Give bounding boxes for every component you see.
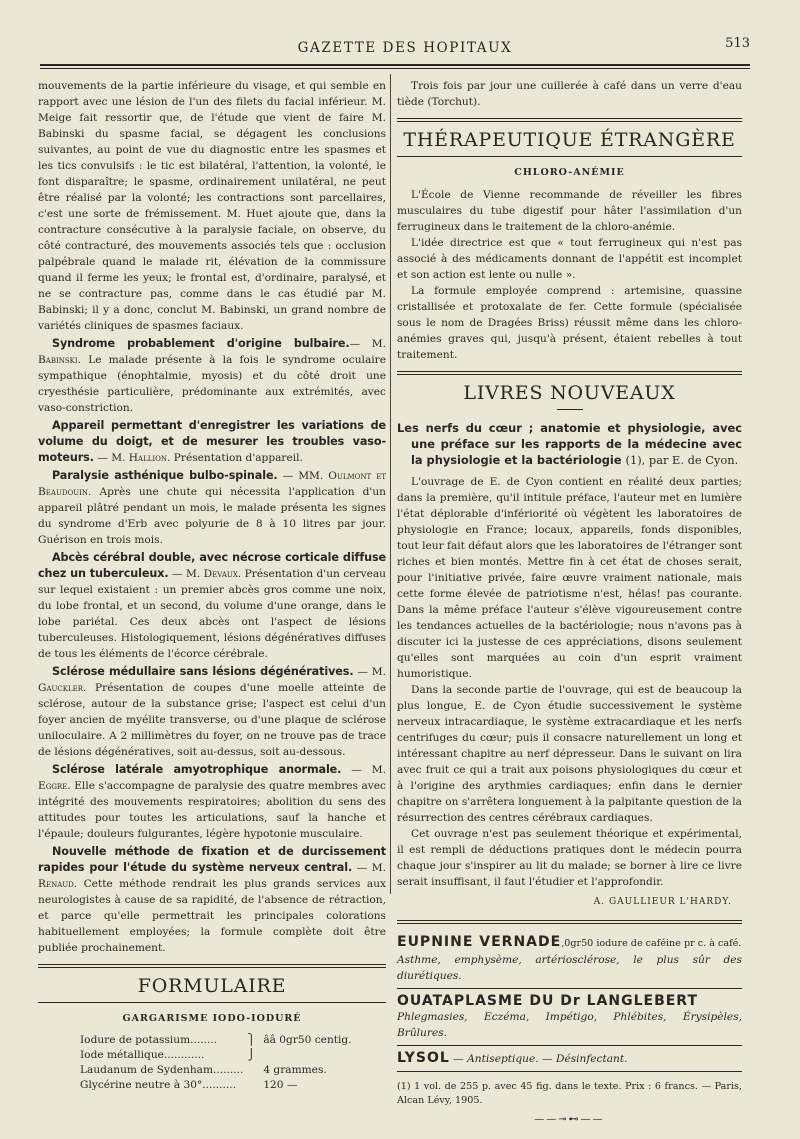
formula-ingredient: Iode métallique............ — [80, 1049, 205, 1061]
section-text: Présentation d'un cerveau sur lequel existaient : un premier abcès gros comme une noix, du lobe frontal, et un second, du volume d'une orange, dans le lobe pariétal. Ces deux abcès ont l'aspect de lésions tuberculeuses. Histologiquement, lésions dégénératives diffuses de tous les éléments de l'écorce cérébrale. — [38, 568, 386, 660]
title-dash — [557, 409, 583, 410]
ad-subtitle: Asthme, emphysème, artériosclérose, le plus sûr des diurétiques. — [397, 954, 742, 982]
book-title-text: Les nerfs du cœur ; anatomie et physiologie, avec une préface sur les rapports de la médecine avec la physiologie et la bactériologie — [397, 421, 742, 467]
ad-subtitle: — Antiseptique. — Désinfectant. — [453, 1053, 628, 1065]
formula-brace — [245, 1078, 257, 1093]
section-author: — M. Eggre. — [38, 764, 386, 792]
ad-rule — [397, 988, 742, 989]
formula-subtitle: GARGARISME IODO-IODURÉ — [122, 1013, 302, 1024]
formula-brace — [245, 1063, 257, 1078]
section-sclerose-medullaire — [38, 664, 386, 760]
formula-row — [78, 1063, 354, 1078]
ad-rule — [397, 920, 742, 924]
column-divider — [390, 74, 391, 894]
formula-ingredient: Glycérine neutre à 30°.......... — [80, 1079, 236, 1091]
paragraph: Dans la seconde partie de l'ouvrage, qui est de beaucoup la plus longue, E. de Cyon étudie successivement le système nerveux intracardiaque, le système extracardiaque et les nerfs centrifuges du cœur; puis il consacre naturellement un long et intéressant chapitre au nerf dépresseur. Dans le suivant on lira avec fruit ce qui a trait aux poisons physiologiques du cœur et à l'origine des arythmies cardiaques; enfin dans le dernier chapitre on s'arrêtera longuement à la palpitante question de la résurrection des centres cérébraux cardiaques. — [397, 684, 742, 824]
formula-brace: ⎫ — [247, 1034, 256, 1046]
paragraph: Cet ouvrage n'est pas seulement théorique et expérimental, il est rempli de déductions pratiques dont le médecin pourra chaque jour s'inspirer au lit du malade; se borner à lire ce livre serait insuffisant, il faut l'étudier et l'approfondir. — [397, 828, 742, 888]
ad-name: LYSOL — [397, 1050, 450, 1066]
section-text: Présentation d'appareil. — [173, 452, 303, 464]
ad-name: EUPNINE VERNADE — [397, 934, 562, 950]
paragraph: L'idée directrice est que « tout ferrugineux qui n'est pas associé à des médicaments donnant de l'appétit est incomplet et son action est lente ou nulle ». — [397, 237, 742, 281]
section-author: — M. Devaux. — [171, 568, 242, 580]
footnote: (1) 1 vol. de 255 p. avec 45 fig. dans le texte. Prix : 6 francs. — Paris, Alcan Lévy, 1905. — [397, 1081, 742, 1106]
formula-row — [78, 1033, 354, 1048]
formula-quantity: ââ 0gr50 centig. — [263, 1034, 352, 1046]
section-text: Cette méthode rendrait les plus grands services aux neurologistes à cause de sa rapidité, de l'absence de rétraction, et parce qu'elle permettrait les principales colorations habituellement employées; la formule complète doit être publiée prochainement. — [38, 878, 387, 954]
right-column — [397, 78, 742, 1128]
section-methode — [38, 844, 386, 956]
formula-row — [78, 1048, 354, 1063]
formula-quantity — [257, 1048, 353, 1063]
section-paralysie — [38, 468, 386, 548]
section-text: Présentation de coupes d'une moelle atteinte de sclérose, autour de la substance grise; l'aspect est celui d'un foyer ancien de myélite transverse, ou d'une plaque de sclérose uniloculaire. A 2 millimètres du foyer, on ne trouve pas de trace de lésions dégénératives, soit au-dessus, soit au-dessous. — [38, 682, 386, 758]
title-rule — [397, 156, 742, 157]
section-author: — M. Renaud. — [38, 862, 386, 890]
ad-ouataplasme — [397, 993, 742, 1041]
section-appareil — [38, 418, 386, 466]
formula-ingredient: Laudanum de Sydenham......... — [80, 1064, 244, 1076]
section-text: Après une chute qui nécessita l'application d'un appareil plâtré pendant un mois, le malade présenta les signes du syndrome d'Erb avec polyurie de 8 à 10 litres par jour. Guérison en trois mois. — [38, 486, 386, 546]
section-rule — [38, 964, 386, 968]
ad-detail: ,0gr50 iodure de caféine pr c. à café. — [561, 938, 742, 949]
formula-quantity: 120 — — [263, 1079, 298, 1091]
paragraph: mouvements de la partie inférieure du visage, et qui semble en rapport avec une lésion de l'un des filets du facial inférieur. M. Meige fait ressortir que, de l'étude que vient de faire M. Babinski du spasme facial, se dégagent les conclusions suivantes, au point de vue du diagnostic entre les spasmes et les tics convulsifs : le tic est bilatéral, l'attention, la volonté, le font disparaître; le spasme, ordinairement unilatéral, ne peut être réalisé par la volonté; les contractions sont parcellaires, c'est une sorte de frémissement. M. Huet ajoute que, dans la contracture consécutive à la paralysie faciale, on observe, du côté contracturé, des mouvements associés tels que : occlusion palpébrale quand le malade rit, élévation de la commissure quand il ferme les yeux; le frontal est, d'ordinaire, paralysé, et ne se contracture pas, comme dans le cas étudié par M. Babinski; il y a donc, conclut M. Babinski, un grand nombre de variétés cliniques de spasmes faciaux. — [38, 80, 386, 332]
ad-eupnine — [397, 934, 742, 984]
header-rule — [40, 64, 750, 69]
formula-brace: ⎭ — [247, 1049, 256, 1061]
left-column — [38, 78, 386, 1093]
book-ref: (1), par E. de Cyon. — [625, 453, 739, 467]
formula-row — [78, 1078, 354, 1093]
section-sclerose-laterale — [38, 762, 386, 842]
section-title: Sclérose latérale amyotrophique anormale. — [52, 763, 342, 776]
section-rule — [397, 371, 742, 375]
formula-ingredient: Iodure de potassium........ — [80, 1034, 218, 1046]
running-head — [60, 36, 750, 60]
therapeutique-title: THÉRAPEUTIQUE ÉTRANGÈRE — [403, 129, 736, 151]
section-text: Elle s'accompagne de paralysie des quatre membres avec intégrité des mouvements respiratoires; abolition du sens des attitudes pour toutes les articulations, sauf la hanche et l'épaule; douleurs fulgurantes, légère hypotonie musculaire. — [38, 780, 386, 840]
section-title: Syndrome probablement d'origine bulbaire. — [52, 337, 350, 350]
chloro-title: CHLORO-ANÉMIE — [514, 167, 625, 178]
ad-subtitle: Phlegmasies, Eczéma, Impétigo, Phlébites, Érysipèles, Brûlures. — [397, 1011, 742, 1039]
paragraph: L'École de Vienne recommande de réveiller les fibres musculaires du tube digestif pour hâter l'assimilation d'un ferrugineux dans le traitement de la chloro-anémie. — [397, 189, 742, 233]
section-abces — [38, 550, 386, 662]
ad-rule — [397, 1045, 742, 1046]
signature: A. GAULLIEUR L'HARDY. — [593, 897, 732, 907]
ad-name: OUATAPLASME DU Dr LANGLEBERT — [397, 993, 698, 1009]
title-rule — [38, 1002, 386, 1003]
section-syndrome — [38, 336, 386, 416]
section-title: Sclérose médullaire sans lésions dégénératives. — [52, 665, 354, 678]
livres-title: LIVRES NOUVEAUX — [463, 382, 676, 404]
section-title: Appareil permettant d'enregistrer les variations de volume du doigt, et de mesurer les troubles vaso-moteurs. — [38, 419, 386, 464]
book-title — [397, 420, 742, 468]
section-author: — M. Babinski. — [38, 338, 386, 366]
paragraph: Trois fois par jour une cuillerée à café dans un verre d'eau tiède (Torchut). — [397, 80, 742, 108]
section-title: Abcès cérébral double, avec nécrose corticale diffuse chez un tuberculeux. — [38, 551, 386, 580]
section-title: Paralysie asthénique bulbo-spinale. — [52, 469, 278, 482]
section-title: Nouvelle méthode de fixation et de durcissement rapides pour l'étude du système nerveux central. — [38, 845, 386, 874]
section-rule — [397, 118, 742, 122]
section-author: — M. Hallion. — [97, 452, 171, 464]
formulaire-title: FORMULAIRE — [137, 975, 287, 997]
section-author: — M. Gauckler. — [38, 666, 386, 694]
paragraph: La formule employée comprend : artemisine, quassine cristallisée et protoxalate de fer. Cette formule (spécialisée sous le nom de Dragées Briss) réussit même dans les chloro-anémies graves qui, jusqu'à présent, étaient rebelles à tout traitement. — [397, 285, 742, 361]
ad-lysol — [397, 1050, 742, 1067]
journal-title: GAZETTE DES HOPITAUX — [297, 40, 513, 56]
ad-rule — [397, 1071, 742, 1072]
paragraph: L'ouvrage de E. de Cyon contient en réalité deux parties; dans la première, qu'il intitule préface, l'auteur met en lumière l'état déplorable d'infériorité où végètent les laboratoires de physiologie en France; locaux, appareils, fonds disponibles, tout leur fait défaut alors que les laboratoires de l'étranger sont riches et bien montés. Mettre fin à cet état de choses serait, pour l'initiative privée, faire œuvre vraiment nationale, mais cette forme élevée de patriotisme n'est, hélas! pas courante. Dans la même préface l'auteur s'élève vigoureusement contre les tendances actuelles de la bactériologie; nous n'avons pas à discuter ici la justesse de ces appréciations, disons seulement qu'elles sont marquées au coin d'un esprit vraiment humoristique. — [397, 476, 742, 680]
end-ornament: ——⊸⊷—— — [534, 1114, 605, 1125]
formula-table — [78, 1033, 354, 1093]
formula-quantity: 4 grammes. — [263, 1064, 327, 1076]
section-text: Le malade présente à la fois le syndrome oculaire sympathique (énophtalmie, myosis) et du côté droit une cryesthésie particulière, prédominante aux extrémités, avec vaso-constriction. — [38, 354, 386, 414]
page-number: 513 — [725, 36, 750, 51]
section-author: — MM. Oulmont et Beaudouin. — [38, 470, 386, 498]
